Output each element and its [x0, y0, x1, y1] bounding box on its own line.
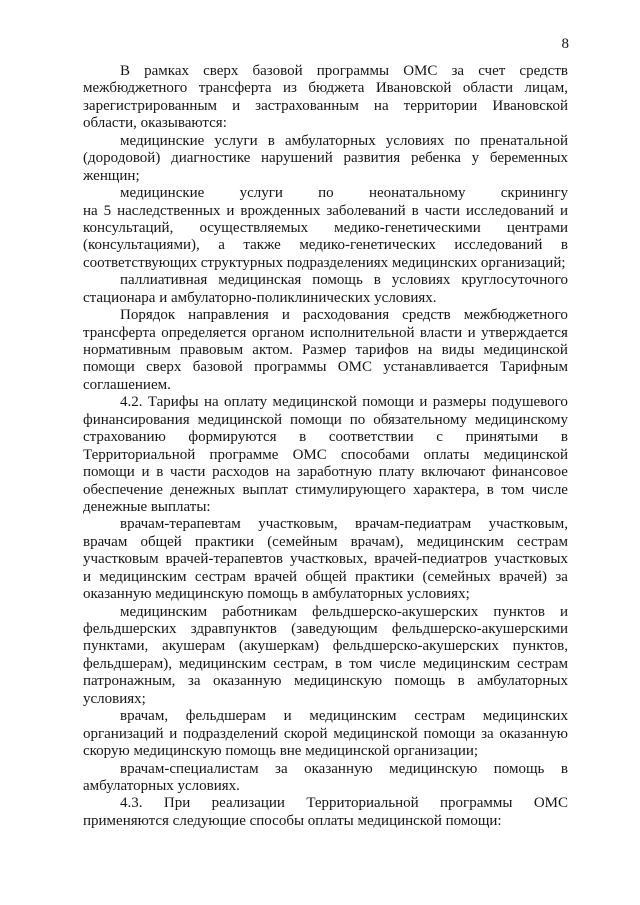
word: обязательному: [373, 411, 467, 428]
word: формируются: [188, 429, 277, 446]
word: по: [349, 411, 366, 428]
text-line: условиях;: [83, 690, 146, 707]
word: Территориальной: [83, 446, 196, 463]
text-line: [83, 447, 568, 464]
word: ОМС: [292, 446, 327, 463]
word: амбулаторных: [477, 673, 568, 690]
text-line: [83, 726, 568, 743]
word: средств: [519, 63, 568, 79]
text-line: соответствующих структурных подразделениях медицинских организаций;: [83, 254, 566, 271]
word: оказанную: [212, 673, 282, 690]
word: Порядок: [120, 307, 176, 324]
word: практики: [194, 533, 255, 550]
word: диагностике: [171, 150, 251, 167]
word: устанавливается: [383, 359, 489, 376]
paragraph: [83, 708, 568, 760]
word: пунктами,: [83, 638, 149, 655]
word: в: [156, 464, 164, 481]
word: у: [471, 150, 480, 167]
word: включают: [421, 464, 486, 481]
text-line: [83, 551, 568, 568]
word: помощь: [493, 760, 545, 777]
word: власти: [419, 324, 463, 341]
word: сверх: [146, 359, 182, 376]
word: медицинским: [309, 708, 397, 725]
text-line: оказанную медицинскую помощь в амбулаторных условиях;: [83, 586, 470, 603]
word: сестрам: [517, 655, 568, 672]
text-line: денежные выплаты:: [83, 498, 211, 515]
word: органом: [251, 324, 305, 341]
word: общей: [140, 533, 182, 550]
word: средств: [402, 307, 451, 324]
paragraph: [83, 761, 568, 796]
word: определяется: [161, 324, 247, 341]
document-body: [83, 63, 568, 830]
word: медико-генетических: [299, 237, 436, 254]
word: врачей: [254, 568, 297, 585]
word: нарушений: [261, 150, 333, 167]
word: сверх: [203, 63, 239, 79]
word: осуществляемых: [199, 219, 309, 236]
text-line: [83, 673, 568, 690]
word: (дородовой): [83, 150, 161, 167]
word: за: [187, 673, 201, 690]
word: врачам-терапевтам: [120, 516, 241, 533]
word: по: [318, 185, 334, 202]
word: счет: [478, 63, 506, 79]
text-line: [83, 394, 568, 411]
word: помощи: [362, 394, 415, 411]
word: скорой: [283, 725, 328, 742]
text-line: [83, 761, 568, 778]
word: медицинская: [218, 272, 302, 289]
word: помощи: [83, 359, 135, 376]
word: паллиативная: [120, 272, 208, 289]
word: и: [559, 603, 568, 620]
word: за: [481, 725, 494, 742]
word: за: [451, 63, 465, 79]
word: оплаты: [423, 446, 470, 463]
text-line: [83, 516, 568, 533]
word: ОМС: [533, 795, 568, 812]
word: пунктов,: [512, 638, 568, 655]
word: подразделений: [183, 725, 279, 742]
word: (семейным: [267, 533, 338, 550]
word: числе: [531, 481, 568, 498]
word: медицинским: [99, 568, 187, 585]
word: медицинским: [416, 533, 504, 550]
word: работникам: [222, 603, 298, 620]
word: врачей-педиатров: [374, 551, 488, 568]
word: заболеваний: [326, 202, 406, 219]
word: врачей-терапевтов: [165, 551, 283, 568]
word: том: [501, 481, 525, 498]
word: Ивановской: [492, 97, 568, 114]
word: участковым,: [488, 516, 568, 533]
word: медицинской: [483, 446, 568, 463]
word: медицинской: [272, 394, 357, 411]
word: фельдшерам),: [83, 655, 172, 672]
text-line: [83, 621, 568, 638]
word: и: [169, 725, 178, 742]
word: врачам-педиатрам: [355, 516, 472, 533]
word: соответствии: [328, 429, 414, 446]
word: обеспечение: [83, 481, 163, 498]
word: (семейных: [422, 568, 491, 585]
word: оказанную: [304, 760, 373, 777]
word: участковых,: [289, 551, 368, 568]
text-line: [83, 464, 568, 481]
word: 4.2.: [120, 394, 143, 411]
word: а: [218, 237, 225, 254]
word: из: [283, 80, 297, 97]
word: и: [281, 307, 290, 324]
word: выплат: [242, 481, 288, 498]
word: финансирования: [83, 411, 190, 428]
word: медицинскую: [293, 673, 383, 690]
word: помощь: [394, 673, 446, 690]
word: страхованию: [83, 429, 166, 446]
word: числе: [379, 655, 416, 672]
word: в: [486, 481, 494, 498]
word: фельдшерских: [83, 621, 177, 637]
word: расходов: [212, 464, 269, 481]
word: наследственных: [117, 202, 221, 219]
paragraph: [83, 307, 568, 394]
word: в: [373, 272, 381, 289]
paragraph: [83, 185, 568, 272]
word: правовым: [179, 342, 244, 358]
text-line: [83, 220, 568, 237]
text-line: стационара и амбулаторно-поликлинических условиях.: [83, 289, 437, 306]
word: также: [243, 237, 281, 254]
word: медицинской: [483, 342, 568, 358]
word: подушевого: [491, 394, 568, 411]
word: патронажным,: [83, 673, 176, 690]
word: в: [560, 760, 568, 777]
word: развития: [343, 150, 401, 167]
word: (заведующим: [291, 621, 378, 637]
text-line: [83, 359, 568, 376]
word: том: [349, 655, 373, 672]
word: медицинские: [120, 132, 205, 149]
word: за: [275, 760, 288, 777]
word: условиях: [385, 132, 445, 149]
word: Тарифы: [147, 394, 199, 411]
word: медицинским: [120, 603, 208, 620]
word: пренатальной: [480, 132, 568, 149]
text-line: [83, 604, 568, 621]
text-line: [83, 412, 568, 429]
word: в: [411, 202, 419, 219]
word: фельдшерско-акушерскими: [391, 621, 568, 637]
word: практики: [355, 568, 415, 585]
word: в: [299, 429, 307, 446]
word: в: [335, 655, 343, 672]
word: принятыми: [465, 429, 539, 446]
word: Размер: [301, 342, 347, 358]
word: программы: [254, 359, 327, 376]
word: ОМС: [403, 63, 438, 79]
word: и: [559, 202, 568, 219]
word: базовой: [252, 63, 303, 79]
word: межбюджетного: [83, 80, 188, 97]
word: участковым,: [258, 516, 338, 533]
word: сестрам: [194, 568, 246, 585]
word: программы: [316, 63, 390, 79]
word: медико-генетическими: [334, 219, 481, 236]
word: тарифов: [355, 342, 409, 358]
text-line: [83, 638, 568, 655]
word: утверждается: [481, 324, 568, 341]
word: и: [232, 97, 241, 114]
word: в: [560, 429, 568, 446]
word: и: [83, 568, 92, 585]
word: и: [467, 324, 476, 341]
text-line: [83, 325, 568, 342]
word: территории: [403, 97, 478, 114]
text-line: [83, 307, 568, 324]
word: участковых: [494, 551, 568, 568]
word: помощь: [312, 272, 363, 289]
word: общей: [305, 568, 347, 585]
word: В: [120, 63, 131, 79]
word: центрами: [506, 219, 568, 236]
word: сестрам: [517, 533, 568, 550]
word: межбюджетного: [463, 307, 568, 324]
word: сестрам,: [273, 655, 328, 672]
word: финансовое: [491, 464, 568, 481]
word: помощи: [289, 411, 342, 428]
word: программы: [440, 795, 513, 812]
word: размеры: [432, 394, 487, 411]
text-line: [83, 569, 568, 586]
paragraph: [83, 516, 568, 603]
text-line: [83, 272, 568, 289]
word: расходования: [302, 307, 390, 324]
paragraph: [83, 272, 568, 307]
word: стимулирующего: [295, 481, 406, 498]
word: направления: [188, 307, 269, 324]
text-line: [83, 795, 568, 812]
word: характера,: [413, 481, 480, 498]
text-line: [83, 185, 568, 202]
word: программе: [209, 446, 279, 463]
word: по: [454, 132, 471, 149]
word: врачам,: [120, 708, 169, 725]
word: трансферта: [83, 324, 156, 341]
word: части: [170, 464, 206, 481]
word: медицинской: [333, 725, 418, 742]
word: пунктов: [493, 603, 545, 620]
word: на: [203, 394, 219, 411]
word: фельдшерско-акушерских: [312, 603, 479, 620]
word: денежных: [170, 481, 236, 498]
word: медицинской: [197, 411, 283, 428]
word: в: [457, 673, 465, 690]
word: медицинским: [422, 655, 510, 672]
word: ребенка: [410, 150, 461, 167]
text-line: [83, 80, 568, 97]
word: Территориальной: [306, 795, 419, 812]
word: оказанную: [499, 725, 568, 742]
word: (консультациями),: [83, 237, 200, 254]
word: Тарифным: [499, 359, 568, 376]
text-line: [83, 237, 568, 254]
paragraph: [83, 133, 568, 185]
word: реализации: [211, 795, 285, 812]
text-line: [83, 98, 568, 115]
paragraph: [83, 63, 568, 133]
word: исследований: [465, 202, 555, 219]
paragraph: [83, 604, 568, 709]
word: лицам,: [524, 80, 568, 97]
word: амбулаторных: [284, 132, 376, 149]
word: и: [226, 202, 235, 219]
word: за: [555, 568, 568, 585]
word: застрахованным: [255, 97, 359, 114]
word: медицинскому: [474, 411, 568, 428]
text-line: [83, 429, 568, 446]
word: услуги: [239, 185, 283, 202]
word: области: [462, 80, 514, 97]
word: консультаций,: [83, 219, 174, 236]
text-line: [83, 482, 568, 499]
word: здравпунктов: [190, 621, 277, 637]
word: 4.3.: [120, 795, 143, 812]
text-line: области, оказываются:: [83, 115, 227, 132]
word: сестрам: [414, 708, 466, 725]
word: ОМС: [337, 359, 372, 376]
text-line: амбулаторных условиях.: [83, 777, 240, 794]
word: оплату: [224, 394, 268, 411]
word: в: [267, 132, 275, 149]
word: части: [424, 202, 461, 219]
word: бюджета: [308, 80, 365, 97]
word: и: [141, 464, 150, 481]
word: врожденных: [240, 202, 321, 219]
text-line: соглашением.: [83, 376, 171, 393]
word: участковым: [83, 551, 159, 568]
text-line: [83, 203, 568, 220]
word: врачам: [83, 533, 128, 550]
word: (акушеркам): [238, 638, 320, 655]
word: медицинских: [482, 708, 568, 725]
word: организаций: [83, 725, 164, 742]
word: Ивановской: [375, 80, 452, 97]
text-line: [83, 150, 568, 167]
word: врачей): [499, 568, 548, 585]
word: способами: [340, 446, 410, 463]
word: и: [283, 708, 292, 725]
word: актом.: [252, 342, 293, 358]
word: неонатальному: [368, 185, 466, 202]
word: исследований: [454, 237, 543, 254]
text-line: [83, 133, 568, 150]
word: акушерам: [162, 638, 226, 655]
word: нормативным: [83, 342, 171, 358]
word: исполнительной: [309, 324, 415, 341]
word: трансферта: [198, 80, 272, 97]
word: рамках: [144, 63, 189, 79]
word: в: [560, 237, 568, 254]
word: врачам-специалистам: [120, 760, 259, 777]
word: на: [275, 464, 291, 481]
page-number: 8: [561, 36, 569, 52]
word: медицинскую: [389, 760, 478, 777]
word: на: [83, 202, 98, 219]
word: медицинским: [179, 655, 267, 672]
word: фельдшерам: [185, 708, 266, 725]
word: помощи: [423, 725, 476, 742]
text-line: [83, 534, 568, 551]
word: и: [419, 394, 428, 411]
paragraph: [83, 394, 568, 516]
word: услуги: [214, 132, 258, 149]
word: с: [436, 429, 443, 446]
text-line: [83, 708, 568, 725]
word: скринингу: [500, 185, 568, 202]
word: 5: [103, 202, 112, 219]
word: виды: [441, 342, 475, 358]
text-line: [83, 63, 568, 80]
word: круглосуточного: [461, 272, 568, 289]
word: беременных: [489, 150, 568, 167]
word: медицинские: [120, 185, 205, 202]
word: При: [163, 795, 191, 812]
word: плату: [378, 464, 415, 481]
word: условиях: [391, 272, 451, 289]
text-line: скорую медицинскую помощь вне медицинской организации;: [83, 743, 479, 760]
text-line: применяются следующие способы оплаты медицинской помощи:: [83, 812, 502, 829]
text-line: женщин;: [83, 167, 140, 184]
word: заработную: [297, 464, 373, 481]
word: врачам),: [350, 533, 404, 550]
word: фельдшерско-акушерских: [332, 638, 499, 655]
paragraph: [83, 795, 568, 830]
word: помощи: [83, 464, 135, 481]
word: на: [373, 97, 389, 114]
word: зарегистрированным: [83, 97, 218, 114]
word: базовой: [192, 359, 243, 376]
text-line: [83, 656, 568, 673]
text-line: [83, 342, 568, 359]
word: на: [417, 342, 433, 358]
